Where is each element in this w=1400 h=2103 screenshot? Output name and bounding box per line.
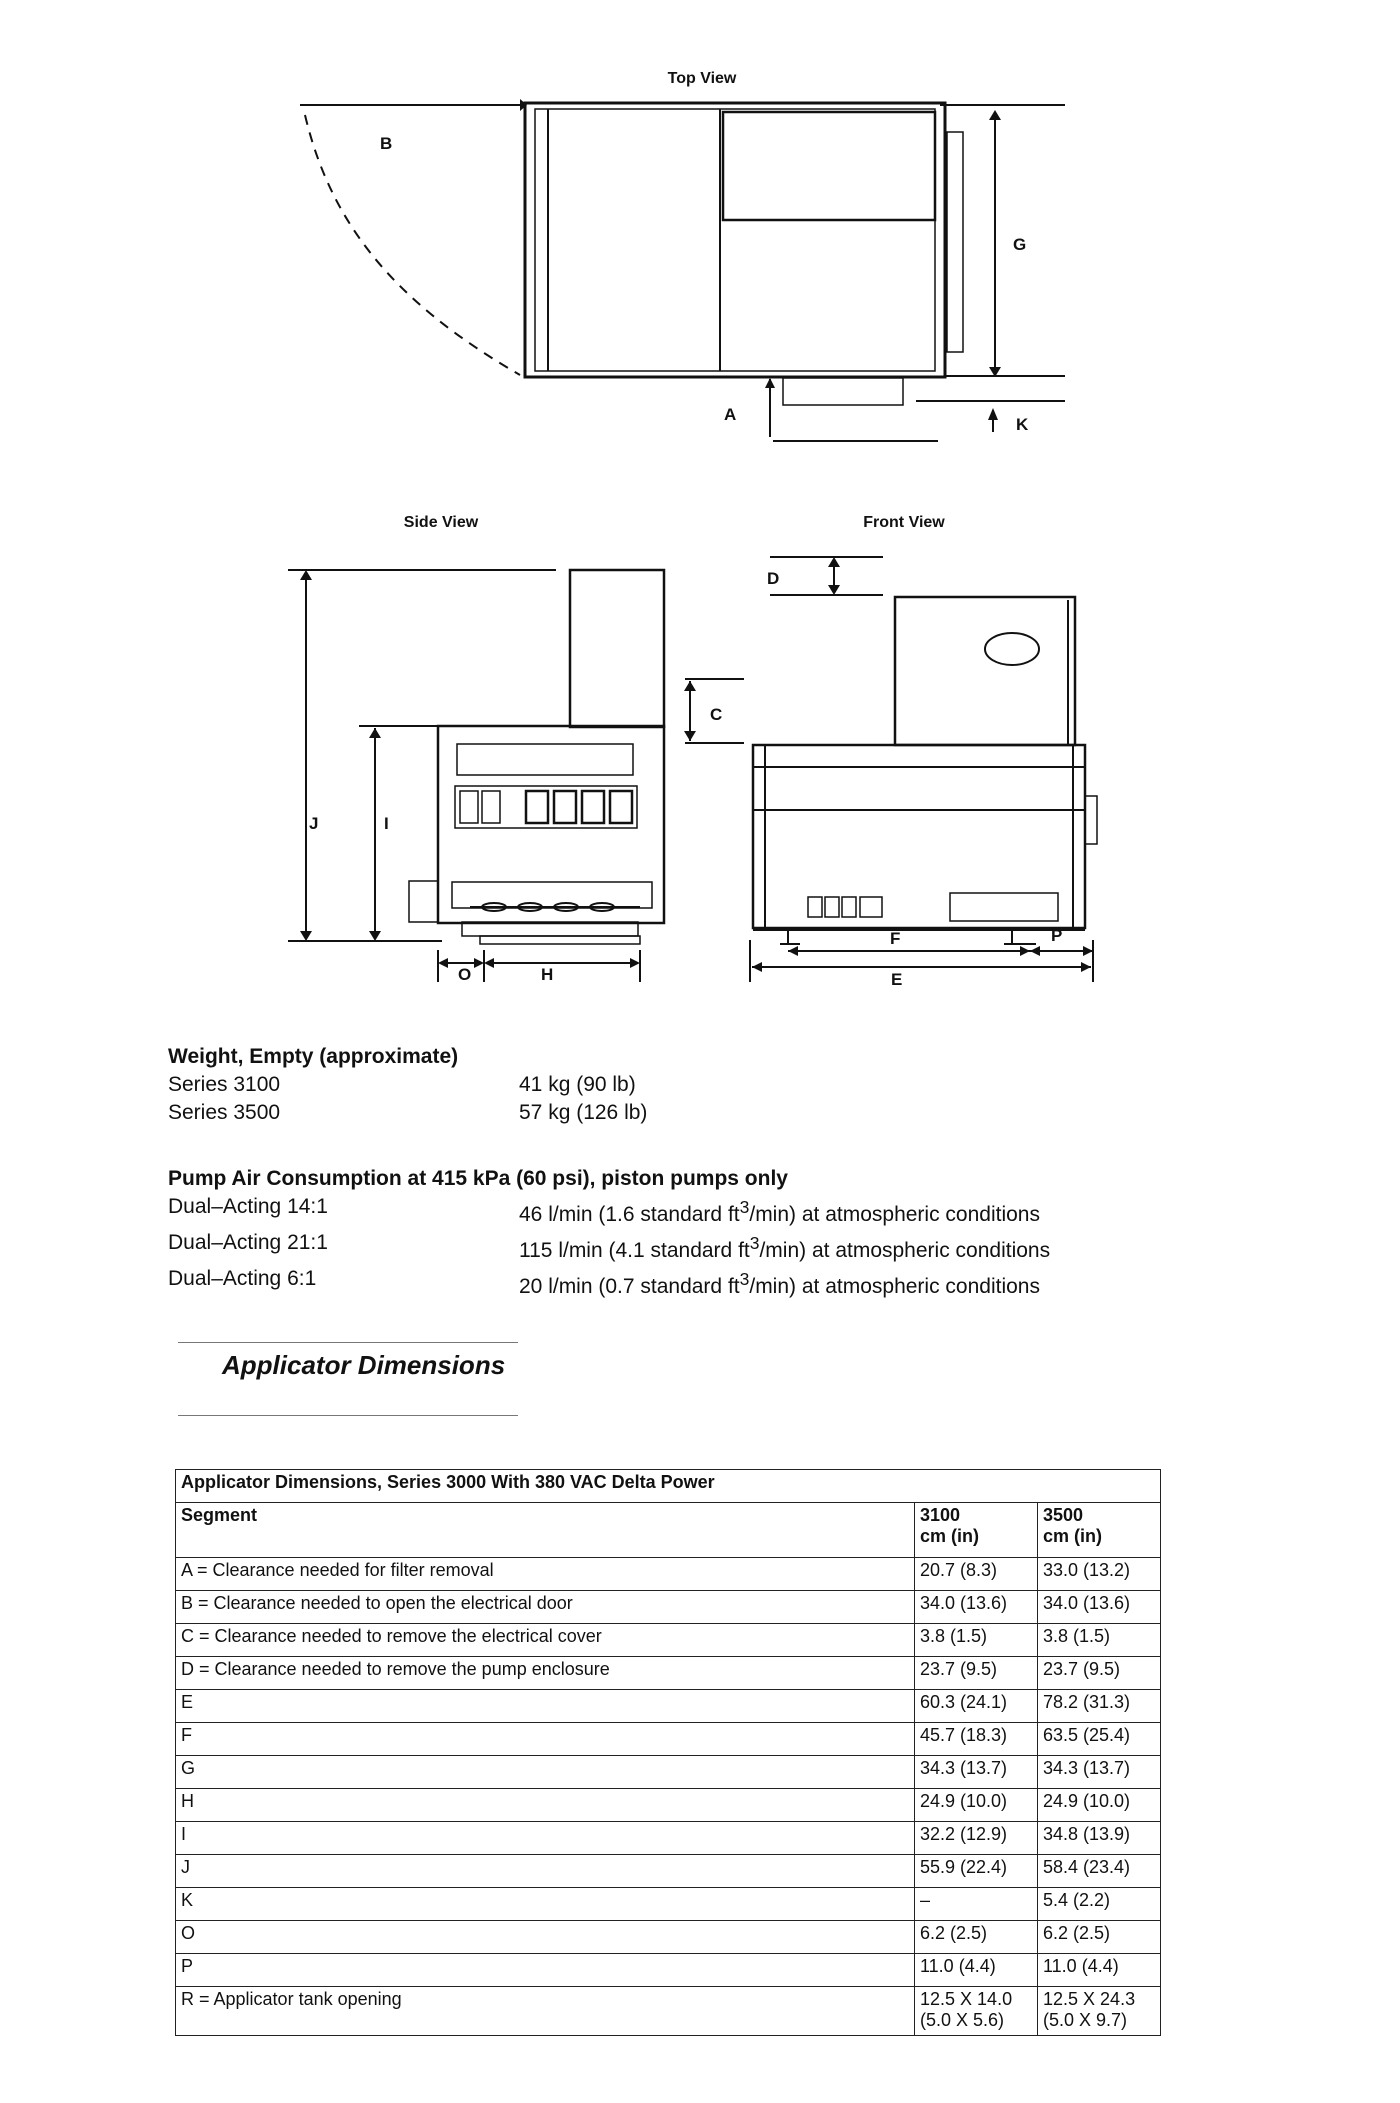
table-title-row	[176, 1470, 1161, 1503]
section-title: Applicator Dimensions	[222, 1350, 506, 1380]
value-3100: 34.0 (13.6)	[915, 1591, 1038, 1624]
air-label: Dual–Acting 21:1	[168, 1231, 328, 1254]
dim-label-e: E	[891, 970, 903, 989]
air-row	[168, 1193, 1050, 1229]
segment-cell: B = Clearance needed to open the electrical door	[176, 1591, 915, 1624]
air-value: 115 l/min (4.1 standard $ft^3/\min$) at atmospheric conditions	[519, 1233, 1051, 1262]
dim-label-g: G	[1013, 235, 1027, 254]
top-view-drawing	[300, 99, 1065, 441]
side-view-drawing	[288, 570, 744, 982]
weight-row	[168, 1099, 647, 1127]
air-value: 46 l/min (1.6 standard $ft^3/\min$) at atmospheric conditions	[519, 1197, 1040, 1226]
header-segment: Segment	[176, 1503, 915, 1558]
weight-title: Weight, Empty (approximate)	[168, 1045, 459, 1068]
value-3500: 78.2 (31.3)	[1038, 1690, 1161, 1723]
table-row	[176, 1756, 1161, 1789]
header-3100: 3100 cm (in)	[915, 1503, 1038, 1558]
weight-spec	[168, 1043, 647, 1127]
weight-label: Series 3100	[168, 1073, 281, 1096]
value-3100: 45.7 (18.3)	[915, 1723, 1038, 1756]
table-row	[176, 1888, 1161, 1921]
dim-label-h: H	[541, 965, 554, 984]
table-row	[176, 1624, 1161, 1657]
air-value: 20 l/min (0.7 standard $ft^3/\min$) at atmospheric conditions	[519, 1269, 1040, 1298]
table-row	[176, 1789, 1161, 1822]
segment-cell: K	[176, 1888, 915, 1921]
dim-label-k: K	[1016, 415, 1029, 434]
value-3500: 34.0 (13.6)	[1038, 1591, 1161, 1624]
air-consumption-spec	[168, 1165, 1050, 1301]
dim-label-d: D	[767, 569, 780, 588]
value-3100: 32.2 (12.9)	[915, 1822, 1038, 1855]
value-3100: 12.5 X 14.0 (5.0 X 5.6)	[915, 1987, 1038, 2036]
value-3500: 6.2 (2.5)	[1038, 1921, 1161, 1954]
table-row	[176, 1558, 1161, 1591]
value-3100: 3.8 (1.5)	[915, 1624, 1038, 1657]
segment-cell: F	[176, 1723, 915, 1756]
value-3100: 60.3 (24.1)	[915, 1690, 1038, 1723]
air-label: Dual–Acting 14:1	[168, 1195, 328, 1218]
weight-label: Series 3500	[168, 1101, 281, 1124]
weight-row	[168, 1071, 647, 1099]
value-3500: 34.8 (13.9)	[1038, 1822, 1161, 1855]
value-3500: 3.8 (1.5)	[1038, 1624, 1161, 1657]
value-3100: 24.9 (10.0)	[915, 1789, 1038, 1822]
dim-label-p: P	[1051, 926, 1063, 945]
dim-label-o: O	[458, 965, 472, 984]
table-row	[176, 1723, 1161, 1756]
segment-cell: P	[176, 1954, 915, 1987]
air-label: Dual–Acting 6:1	[168, 1267, 317, 1290]
value-3100: 55.9 (22.4)	[915, 1855, 1038, 1888]
value-3500: 63.5 (25.4)	[1038, 1723, 1161, 1756]
dim-label-i: I	[384, 814, 389, 833]
side-view-title: Side View	[403, 514, 479, 531]
segment-cell: I	[176, 1822, 915, 1855]
dimension-drawings	[0, 0, 1400, 1020]
header-3500: 3500 cm (in)	[1038, 1503, 1161, 1558]
table-header-row	[176, 1503, 1161, 1558]
dim-label-j: J	[309, 814, 319, 833]
segment-cell: J	[176, 1855, 915, 1888]
table-row	[176, 1690, 1161, 1723]
air-consumption-title: Pump Air Consumption at 415 kPa (60 psi), piston pumps only	[168, 1167, 788, 1190]
value-3500: 24.9 (10.0)	[1038, 1789, 1161, 1822]
value-3100: 11.0 (4.4)	[915, 1954, 1038, 1987]
segment-cell: G	[176, 1756, 915, 1789]
segment-cell: H	[176, 1789, 915, 1822]
segment-cell: C = Clearance needed to remove the electrical cover	[176, 1624, 915, 1657]
value-3100: –	[915, 1888, 1038, 1921]
value-3500: 33.0 (13.2)	[1038, 1558, 1161, 1591]
table-row	[176, 1987, 1161, 2036]
table-row	[176, 1855, 1161, 1888]
front-view-title: Front View	[863, 514, 945, 531]
value-3100: 23.7 (9.5)	[915, 1657, 1038, 1690]
table-row	[176, 1591, 1161, 1624]
segment-cell: D = Clearance needed to remove the pump enclosure	[176, 1657, 915, 1690]
dimensions-table	[175, 1469, 1161, 2036]
dim-label-b: B	[380, 134, 393, 153]
air-row	[168, 1229, 1050, 1265]
weight-value: 57 kg (126 lb)	[519, 1101, 648, 1124]
section-rule-top	[178, 1342, 518, 1343]
air-row	[168, 1265, 1050, 1301]
table-row	[176, 1954, 1161, 1987]
value-3500: 11.0 (4.4)	[1038, 1954, 1161, 1987]
weight-value: 41 kg (90 lb)	[519, 1073, 636, 1096]
value-3500: 12.5 X 24.3 (5.0 X 9.7)	[1038, 1987, 1161, 2036]
dim-label-f: F	[890, 929, 901, 948]
segment-cell: O	[176, 1921, 915, 1954]
value-3500: 23.7 (9.5)	[1038, 1657, 1161, 1690]
value-3500: 34.3 (13.7)	[1038, 1756, 1161, 1789]
value-3100: 6.2 (2.5)	[915, 1921, 1038, 1954]
section-rule-bottom	[178, 1415, 518, 1416]
table-title: Applicator Dimensions, Series 3000 With 380 VAC Delta Power	[176, 1470, 1161, 1503]
value-3100: 20.7 (8.3)	[915, 1558, 1038, 1591]
segment-cell: R = Applicator tank opening	[176, 1987, 915, 2036]
segment-cell: E	[176, 1690, 915, 1723]
dim-label-a: A	[724, 405, 737, 424]
front-view-drawing	[750, 557, 1097, 982]
table-row	[176, 1822, 1161, 1855]
segment-cell: A = Clearance needed for filter removal	[176, 1558, 915, 1591]
value-3500: 5.4 (2.2)	[1038, 1888, 1161, 1921]
table-row	[176, 1921, 1161, 1954]
value-3500: 58.4 (23.4)	[1038, 1855, 1161, 1888]
top-view-title: Top View	[667, 70, 737, 87]
table-row	[176, 1657, 1161, 1690]
value-3100: 34.3 (13.7)	[915, 1756, 1038, 1789]
dim-label-c: C	[710, 705, 723, 724]
